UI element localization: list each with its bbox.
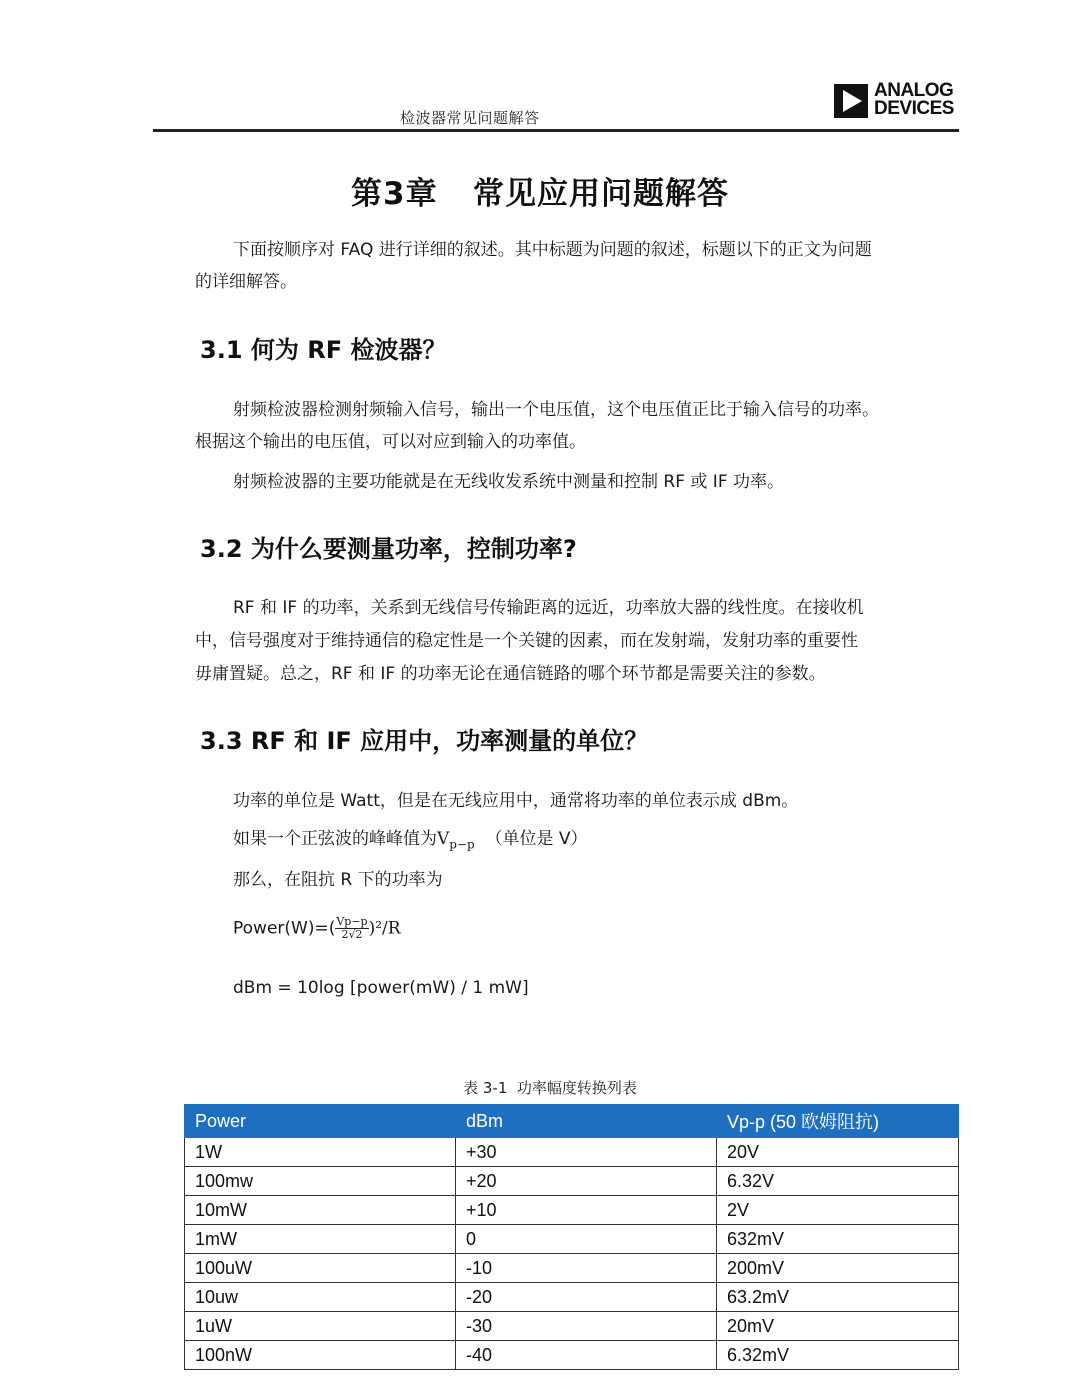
cell-vpp: 20V [717,1138,959,1167]
section-3-1-line-2: 根据这个输出的电压值，可以对应到输入的功率值。 [195,432,586,452]
chapter-title: 第3章 常见应用问题解答 [351,176,729,212]
section-3-2-line-3: 毋庸置疑。总之，RF 和 IF 的功率无论在通信链路的哪个环节都是需要关注的参数。 [195,664,826,684]
cell-dbm: +30 [456,1138,717,1167]
cell-power: 10uw [185,1283,456,1312]
table-header-row [185,1105,959,1138]
section-3-3-line-1: 功率的单位是 Watt，但是在无线应用中，通常将功率的单位表示成 dBm。 [233,791,799,811]
cell-power: 100nW [185,1341,456,1370]
power-fraction [335,916,368,941]
section-3-3-line-2 [233,823,588,860]
power-conversion-table [184,1104,959,1370]
logo-triangle-icon [834,84,868,118]
vpp-unit-note: （单位是 V） [485,829,588,849]
cell-power: 100mw [185,1167,456,1196]
vpp-subscript: p−p [449,837,475,852]
dbm-formula: dBm = 10log [power(mW) / 1 mW] [233,978,529,998]
power-formula-prefix: Power(W)=( [233,918,336,939]
fraction-numerator: Vp−p [336,915,368,928]
power-formula [233,916,401,941]
cell-dbm: -30 [456,1312,717,1341]
cell-vpp: 632mV [717,1225,959,1254]
section-3-2-line-2: 中，信号强度对于维持通信的稳定性是一个关键的因素，而在发射端，发射功率的重要性 [195,631,858,651]
column-header-power: Power [185,1105,456,1138]
section-3-2-line-1: RF 和 IF 的功率，关系到无线信号传输距离的远近，功率放大器的线性度。在接收机 [233,598,864,618]
table-row [185,1312,959,1341]
running-header: 检波器常见问题解答 [400,109,540,127]
logo-text [874,82,954,118]
section-3-3-line-3: 那么，在阻抗 R 下的功率为 [233,870,443,890]
cell-dbm: 0 [456,1225,717,1254]
cell-vpp: 200mV [717,1254,959,1283]
section-heading-3-2: 3.2 为什么要测量功率，控制功率? [200,535,577,563]
vpp-symbol [437,829,475,852]
cell-vpp: 6.32mV [717,1341,959,1370]
section-heading-3-3: 3.3 RF 和 IF 应用中，功率测量的单位？ [200,727,649,755]
section-heading-3-1: 3.1 何为 RF 检波器？ [200,336,447,364]
cell-dbm: -10 [456,1254,717,1283]
section-3-1-line-3: 射频检波器的主要功能就是在无线收发系统中测量和控制 RF 或 IF 功率。 [233,472,784,492]
table-row [185,1254,959,1283]
cell-power: 10mW [185,1196,456,1225]
cell-dbm: +20 [456,1167,717,1196]
cell-power: 1uW [185,1312,456,1341]
cell-vpp: 20mV [717,1312,959,1341]
table-row [185,1225,959,1254]
cell-dbm: -20 [456,1283,717,1312]
analog-devices-logo [834,82,964,122]
cell-power: 1W [185,1138,456,1167]
fraction-denominator: 2√2 [341,928,363,941]
power-formula-suffix: )²/R [368,918,401,939]
cell-power: 1mW [185,1225,456,1254]
table-caption: 表 3-1 功率幅度转换列表 [463,1079,637,1097]
table-row [185,1341,959,1370]
vpp-letter: V [437,829,450,849]
column-header-dbm: dBm [456,1105,717,1138]
cell-dbm: +10 [456,1196,717,1225]
table-row [185,1167,959,1196]
cell-vpp: 63.2mV [717,1283,959,1312]
cell-vpp: 2V [717,1196,959,1225]
cell-dbm: -40 [456,1341,717,1370]
intro-line-1: 下面按顺序对 FAQ 进行详细的叙述。其中标题为问题的叙述，标题以下的正文为问题 [233,240,872,260]
intro-line-2: 的详细解答。 [195,272,297,292]
column-header-vpp: Vp-p (50 欧姆阻抗) [717,1105,959,1138]
header-divider [153,129,959,132]
logo-line-2: DEVICES [874,98,954,119]
cell-vpp: 6.32V [717,1167,959,1196]
logo-line-1: ANALOG [874,80,954,101]
table-row [185,1138,959,1167]
table-row [185,1196,959,1225]
cell-power: 100uW [185,1254,456,1283]
section-3-1-line-1: 射频检波器检测射频输入信号，输出一个电压值，这个电压值正比于输入信号的功率。 [233,400,879,420]
vpp-sentence: 如果一个正弦波的峰峰值为 [233,829,437,849]
table-row [185,1283,959,1312]
